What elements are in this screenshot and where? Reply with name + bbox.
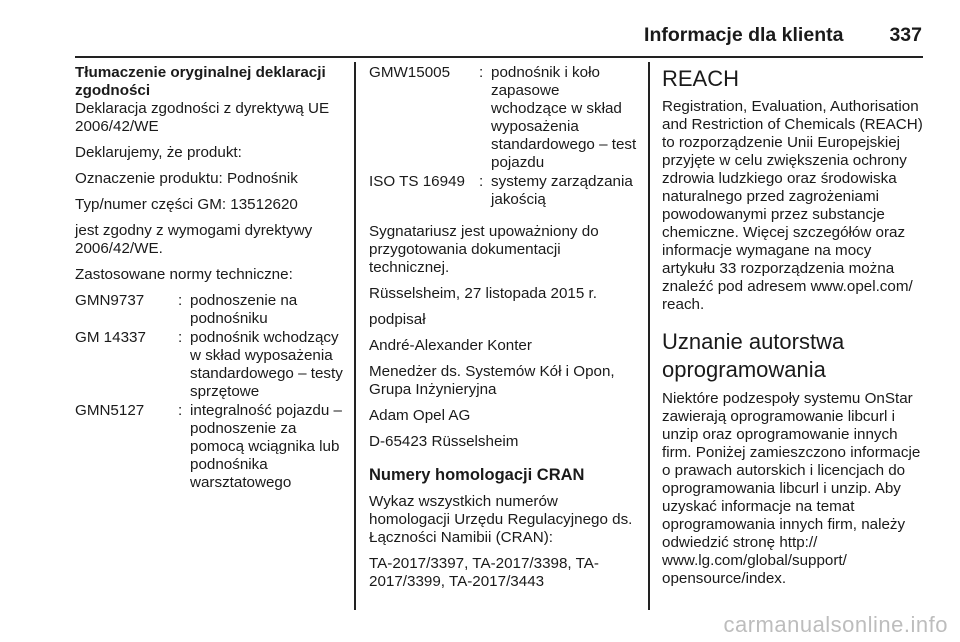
paragraph: Rüsselsheim, 27 listopada 2015 r.: [369, 285, 597, 302]
standard-description: podnośnik i koło zapasowe wchodzące w skład wyposażenia standardowego – test pojazdu: [491, 64, 637, 171]
column-middle: [369, 64, 637, 599]
page-header: [0, 24, 922, 47]
standard-description: podnośnik wchodzący w skład wyposażenia standardowego – testy sprzętowe: [190, 329, 343, 400]
standard-description: integralność pojazdu – podnoszenie za pomocą wciągnika lub podnośnika warsztatowego: [190, 402, 342, 491]
standard-code: ISO TS 16949: [369, 173, 465, 190]
standard-row: [75, 402, 345, 492]
paragraph: André-Alexander Konter: [369, 337, 532, 354]
paragraph: Zastosowane normy techniczne:: [75, 266, 293, 283]
reach-heading: REACH: [662, 66, 740, 91]
watermark: carmanualsonline.info: [723, 612, 948, 637]
paragraph: Niektóre podzespoły systemu OnStar zawierają oprogramowanie libcurl i unzip oraz oprogramowanie innych firm. Poniżej zamieszczono informacje o prawach autorskich i licencjach do oprogramowania libcurl i unzip. Aby uzyskać informacje na temat oprogramowania innych firm, należy odwiedzić stronę http:// www.lg.com/global/support/ opensource/index.: [662, 390, 921, 587]
standard-separator: :: [479, 64, 484, 81]
paragraph: Wykaz wszystkich numerów homologacji Urzędu Regulacyjnego ds. Łączności Namibii (CRAN):: [369, 493, 633, 546]
standard-code: GMW15005: [369, 64, 451, 81]
paragraph: podpisał: [369, 311, 426, 328]
standard-row: [75, 292, 345, 328]
paragraph: Deklarujemy, że produkt:: [75, 144, 242, 161]
paragraph: jest zgodny z wymogami dyrektywy 2006/42/WE.: [75, 222, 313, 257]
paragraph: Sygnatariusz jest upoważniony do przygotowania dokumentacji technicznej.: [369, 223, 599, 276]
standard-description: podnoszenie na podnośniku: [190, 292, 298, 327]
cran-heading: Numery homologacji CRAN: [369, 466, 585, 484]
paragraph: Typ/numer części GM: 13512620: [75, 196, 298, 213]
standard-separator: :: [479, 173, 484, 190]
header-rule: [75, 56, 923, 58]
paragraph: Adam Opel AG: [369, 407, 471, 424]
standard-description: systemy zarządzania jakością: [491, 173, 633, 208]
standard-code: GMN5127: [75, 402, 145, 419]
paragraph: Oznaczenie produktu: Podnośnik: [75, 170, 298, 187]
column-left: [75, 64, 345, 493]
paragraph: Deklaracja zgodności z dyrektywą UE 2006/42/WE: [75, 100, 330, 135]
standard-code: GMN9737: [75, 292, 145, 309]
standards-list: [75, 292, 345, 492]
paragraph: Registration, Evaluation, Authorisation and Restriction of Chemicals (REACH) to rozporządzenie Unii Europejskiej przyjęte w celu zwiększenia ochrony zdrowia ludzkiego oraz środowiska naturalnego przed zagrożeniami powodowanymi przez substancje chemiczne. Więcej szczegółów oraz informacje wymagane na mocy artykułu 33 rozporządzenia można znaleźć pod adresem www.opel.com/ reach.: [662, 98, 923, 313]
standard-row: [369, 64, 637, 172]
software-heading: Uznanie autorstwa oprogramowania: [662, 329, 845, 382]
standard-separator: :: [178, 292, 183, 309]
column-divider: [354, 62, 356, 610]
paragraph: D-65423 Rüsselsheim: [369, 433, 519, 450]
header-title: Informacje dla klienta: [644, 24, 844, 46]
paragraph: Menedżer ds. Systemów Kół i Opon, Grupa Inżynieryjna: [369, 363, 615, 398]
page-number: 337: [889, 24, 922, 46]
paragraph: TA-2017/3397, TA-2017/3398, TA-2017/3399, TA-2017/3443: [369, 555, 599, 590]
standard-separator: :: [178, 402, 183, 419]
standard-code: GM 14337: [75, 329, 146, 346]
standards-list: [369, 64, 637, 209]
column-right: [662, 64, 928, 596]
standard-separator: :: [178, 329, 183, 346]
standard-row: [369, 173, 637, 209]
declaration-heading: Tłumaczenie oryginalnej deklaracji zgodności: [75, 64, 326, 99]
standard-row: [75, 329, 345, 401]
column-divider: [648, 62, 650, 610]
